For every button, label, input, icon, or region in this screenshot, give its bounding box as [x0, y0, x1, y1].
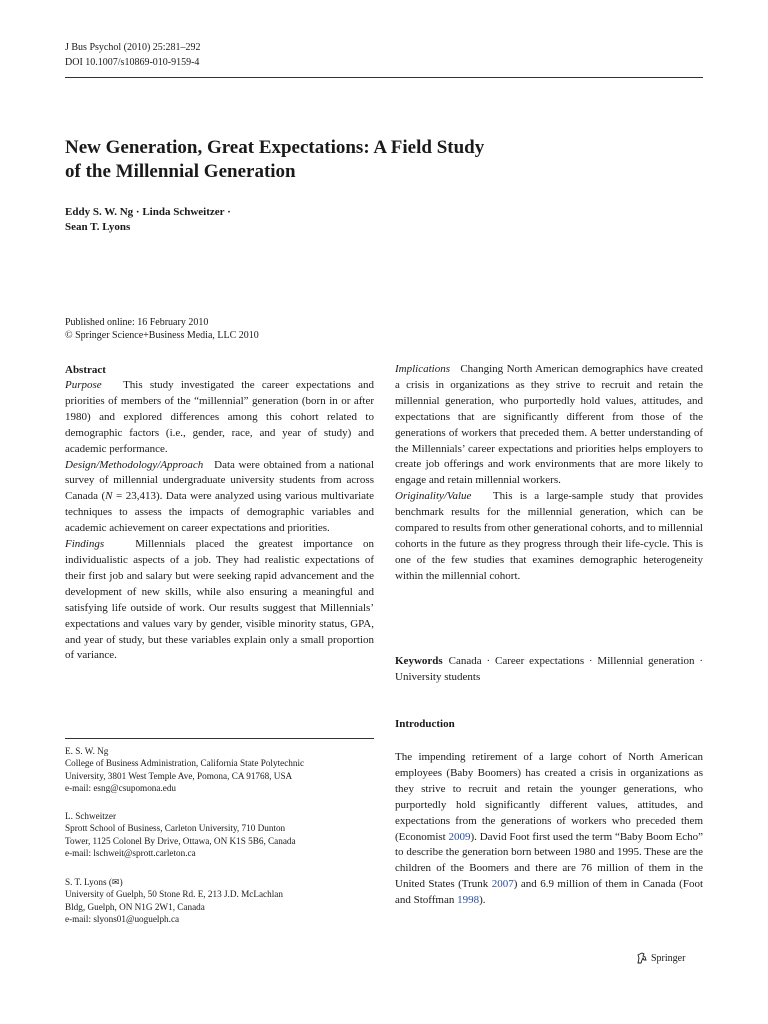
design-n-symbol: N [105, 490, 113, 503]
affiliation-schweitzer [65, 810, 374, 860]
intro-text-b: ). David Foot first used the term “Baby Boom Echo” to describe the generation born between 1980 and 1995. These are the children of the Boomers and there are 76 million of them in the United States (Trunk [395, 830, 703, 891]
originality-label: Originality/Value [395, 490, 472, 503]
abstract-implications [395, 362, 703, 489]
intro-text-a: The impending retirement of a large cohort of North American employees (Baby Boomers) has created a crisis in organizations as they strive to recruit and retain the younger generations, who purportedly hold significantly different values, attitudes, and expectations from the generations of workers who preceded them (Economist [395, 751, 703, 843]
affiliation-line: Tower, 1125 Colonel By Drive, Ottawa, ON K1S 5B6, Canada [65, 835, 296, 846]
journal-citation: J Bus Psychol (2010) 25:281–292 [65, 42, 201, 53]
findings-label: Findings [65, 538, 105, 551]
affiliation-line: University, 3801 West Temple Ave, Pomona, CA 91768, USA [65, 770, 293, 781]
implications-label: Implications [395, 363, 450, 375]
introduction-heading: Introduction [395, 718, 455, 730]
keywords-block [395, 653, 703, 685]
affiliation-line: College of Business Administration, California State Polytechnic [65, 758, 305, 769]
purpose-text: This study investigated the career expectations and priorities of members of the “millennial” generation (born in or after 1980) and explored differences among this cohort related to demographic factors (i.e., gender, race, and year of study) and academic performance. [65, 379, 374, 455]
affiliation-line: University of Guelph, 50 Stone Rd. E, 213 J.D. McLachlan [65, 889, 283, 900]
abstract-purpose [65, 378, 374, 458]
published-date: Published online: 16 February 2010 [65, 317, 209, 328]
footnote-rule [65, 738, 374, 739]
affiliation-name: E. S. W. Ng [65, 746, 109, 756]
affiliation-name: S. T. Lyons (✉) [65, 877, 123, 887]
affiliation-email[interactable]: e-mail: esng@csupomona.edu [65, 783, 177, 794]
abstract-findings [65, 537, 374, 664]
abstract-left-column [65, 362, 374, 664]
design-label: Design/Methodology/Approach [65, 458, 204, 471]
intro-text-c: ) and 6.9 million of them in Canada (Foot and Stoffman [395, 878, 703, 907]
authors-line-2: Sean T. Lyons [65, 221, 131, 233]
abstract-heading: Abstract [65, 364, 106, 376]
affiliation-lyons [65, 876, 374, 926]
publisher-mark [636, 952, 685, 964]
affiliation-line: Bldg, Guelph, ON N1G 2W1, Canada [65, 901, 205, 912]
citation-link-economist[interactable]: 2009 [448, 830, 471, 843]
findings-text: Millennials placed the greatest importance on individualistic aspects of a job. They had realistic expectations of their first job and salary but were seeking rapid advancement and the development of new skills, while also ensuring a meaningful and satisfying life outside of work. Our results suggest that Millennials’ expectations and values vary by gender, visible minority status, GPA, and year of study, but these variables explain only a small proportion of variance. [65, 538, 375, 662]
affiliation-line: Sprott School of Business, Carleton University, 710 Dunton [65, 823, 286, 834]
citation-link-foot[interactable]: 1998 [457, 894, 480, 907]
paper-title [65, 136, 665, 184]
title-line-1: New Generation, Great Expectations: A Field Study [65, 137, 485, 158]
keywords-text: Canada · Career expectations · Millennial generation · University students [395, 655, 703, 683]
publisher-name: Springer [651, 952, 686, 964]
keywords-label: Keywords [395, 655, 443, 667]
purpose-label: Purpose [65, 379, 102, 391]
design-text-a: Data were obtained from a national survey of millennial undergraduate university students from across Canada ( [65, 458, 374, 503]
affiliation-ng [65, 745, 374, 795]
publication-info [65, 316, 259, 342]
journal-doi: DOI 10.1007/s10869-010-9159-4 [65, 57, 200, 68]
abstract-originality [395, 489, 703, 584]
affiliation-email[interactable]: e-mail: lschweit@sprott.carleton.ca [65, 848, 196, 859]
author-list [65, 205, 231, 235]
affiliation-name: L. Schweitzer [65, 811, 117, 821]
abstract-design [65, 458, 374, 538]
journal-info [65, 40, 201, 70]
design-text-b: = 23,413). Data were analyzed using various multivariate techniques to assess the impacts of demographic variables and academic achievement on career expectations and priorities. [65, 490, 374, 535]
affiliation-email[interactable]: e-mail: slyons01@uoguelph.ca [65, 914, 180, 925]
originality-text: This is a large-sample study that provides benchmark results for the millennial generation, which can be compared to results from other generational cohorts, and to millennial cohorts in the future as they progress through their life-cycle. This is one of the few studies that examines demographic heterogeneity within the millennial cohort. [395, 490, 703, 582]
abstract-right-column [395, 362, 703, 585]
introduction-body [395, 750, 703, 909]
introduction-paragraph [395, 750, 703, 909]
title-line-2: of the Millennial Generation [65, 161, 296, 182]
implications-text: Changing North American demographics have created a crisis in organizations as they strive to recruit and retain the millennial generation, who purportedly hold values, attitudes, and expectations that are significantly different from those of the generations of workers that preceded them. A better understanding of the Millennials’ career expectations and priorities helps employers to create job offerings and work environments that are more likely to engage and retain millennial workers. [395, 363, 703, 487]
intro-text-d: ). [479, 894, 486, 907]
copyright-notice: © Springer Science+Business Media, LLC 2010 [65, 330, 259, 341]
authors-line-1: Eddy S. W. Ng · Linda Schweitzer · [65, 206, 231, 218]
springer-horse-icon [636, 952, 648, 964]
citation-link-trunk[interactable]: 2007 [491, 878, 514, 891]
header-rule [65, 77, 703, 78]
